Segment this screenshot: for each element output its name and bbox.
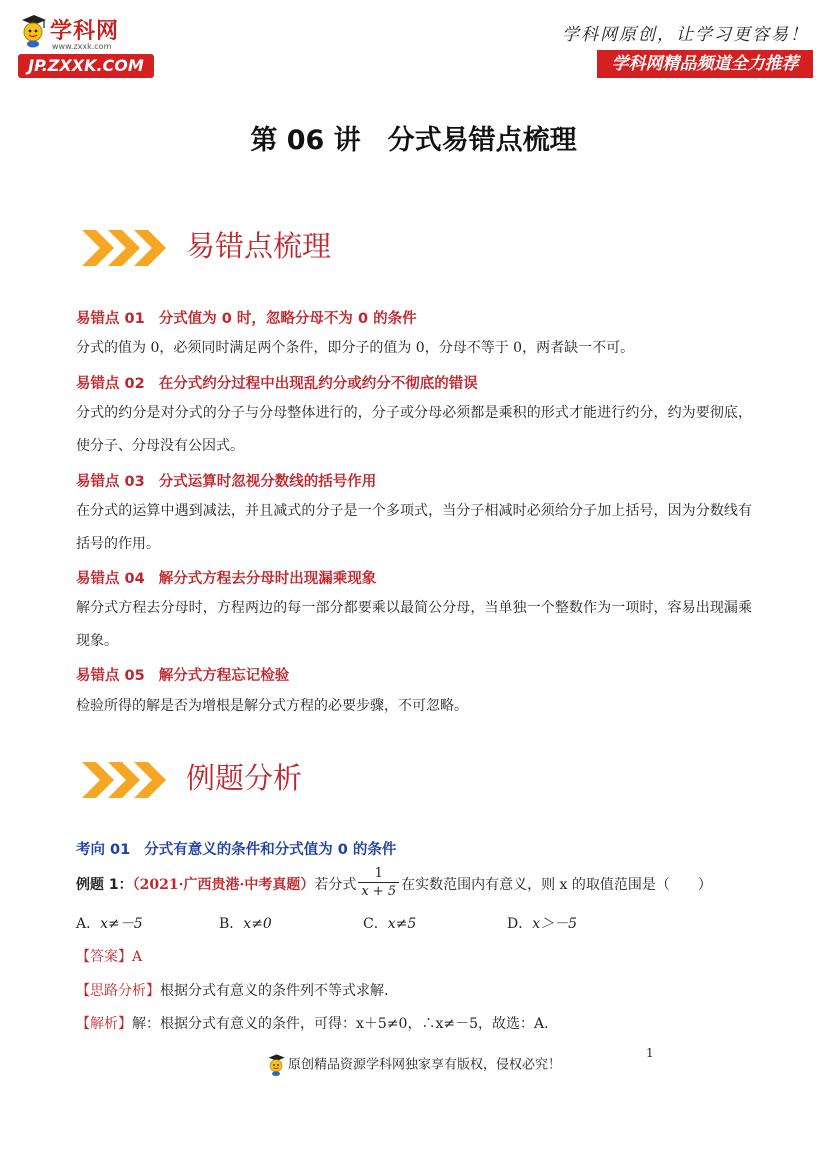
error-point-heading: 易错点 01 分式值为 0 时，忽略分母不为 0 的条件	[76, 311, 417, 327]
chevron-arrows-icon	[82, 760, 172, 800]
section-header-errors	[82, 224, 382, 270]
example-question	[76, 868, 712, 908]
mascot-icon	[18, 14, 48, 48]
option-a[interactable]: A．x≠－5	[76, 916, 143, 932]
section-title: 例题分析	[186, 761, 303, 795]
error-point-heading: 易错点 05 解分式方程忘记检验	[76, 668, 290, 684]
error-point-body: 解分式方程去分母时，方程两边的每一部分都要乘以最简公分母，当单独一个整数作为一项时，容易出现漏乘现象。	[76, 600, 752, 649]
error-point-heading: 易错点 02 在分式约分过程中出现乱约分或约分不彻底的错误	[76, 376, 478, 392]
brand-name: 学科网	[50, 19, 120, 44]
mascot-icon	[266, 1052, 286, 1078]
error-point-body: 检验所得的解是否为增根是解分式方程的必要步骤，不可忽略。	[76, 698, 468, 714]
section-header-examples	[82, 756, 382, 802]
page-number: 1	[646, 1046, 654, 1060]
answer-line: 【答案】A	[76, 949, 143, 965]
answer-value: A	[132, 949, 143, 965]
error-point-heading: 易错点 04 解分式方程去分母时出现漏乘现象	[76, 571, 377, 587]
section-title: 易错点梳理	[186, 229, 332, 263]
error-point-body: 分式的值为 0，必须同时满足两个条件，即分子的值为 0，分母不等于 0，两者缺一不可。	[76, 340, 635, 356]
brand-logo[interactable]	[18, 14, 158, 80]
brand-url: www.zxxk.com	[52, 42, 112, 51]
option-b[interactable]: B．x≠0	[219, 916, 272, 932]
chevron-arrows-icon	[82, 228, 172, 268]
option-d[interactable]: D．x＞－5	[507, 916, 578, 932]
header-slogan: 学科网原创，让学习更容易！	[562, 25, 809, 45]
footer-copyright: 原创精品资源学科网独家享有版权，侵权必究！	[0, 1052, 827, 1078]
page-title: 第 06 讲 分式易错点梳理	[250, 125, 577, 156]
error-point-body: 分式的约分是对分式的分子与分母整体进行的，分子或分母必须都是乘积的形式才能进行约分，约为要彻底，使分子、分母没有公因式。	[76, 405, 752, 454]
fraction	[358, 866, 399, 900]
example-post: 在实数范围内有意义，则 x 的取值范围是（ ）	[401, 877, 712, 893]
idea-line: 【思路分析】根据分式有意义的条件列不等式求解.	[76, 983, 389, 999]
option-c[interactable]: C．x≠5	[363, 916, 417, 932]
example-pre: 若分式	[314, 877, 357, 893]
topic-heading: 考向 01 分式有意义的条件和分式值为 0 的条件	[76, 842, 397, 858]
fraction-numerator: 1	[358, 866, 399, 883]
fraction-denominator: x + 5	[361, 884, 397, 899]
header-tagline: 学科网精品频道全力推荐	[597, 50, 813, 78]
error-point-body: 在分式的运算中遇到减法，并且减式的分子是一个多项式，当分子相减时必须给分子加上括号，因为分数线有括号的作用。	[76, 503, 752, 552]
analysis-line: 【解析】解：根据分式有意义的条件，可得：x＋5≠0，∴x≠－5，故选：A.	[76, 1016, 549, 1032]
example-source: （2021·广西贵港·中考真题）	[132, 877, 315, 893]
example-label: 例题 1：	[76, 877, 133, 893]
site-banner: JP.ZXXK.COM	[18, 54, 154, 78]
error-point-heading: 易错点 03 分式运算时忽视分数线的括号作用	[76, 474, 377, 490]
